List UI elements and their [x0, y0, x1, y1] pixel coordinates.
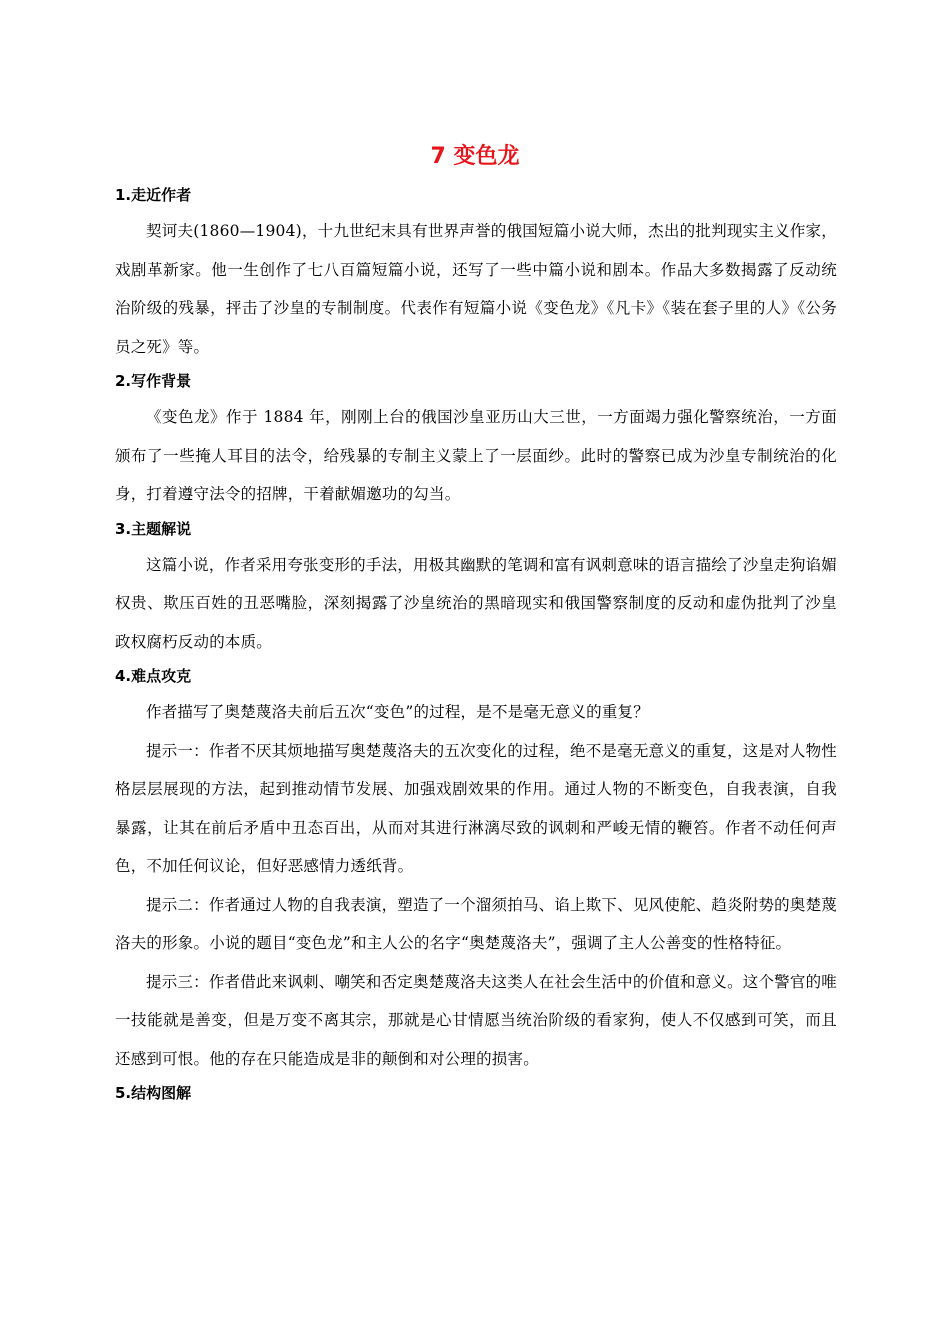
section-heading: 3.主题解说: [115, 519, 192, 538]
hint-two-paragraph: 提示二：作者通过人物的自我表演，塑造了一个溜须拍马、谄上欺下、见风使舵、趋炎附势的奥楚蔑洛夫的形象。小说的题目“变色龙”和主人公的名字“奥楚蔑洛夫”，强调了主人公善变的性格特征。: [115, 895, 837, 952]
section-structure: [115, 1082, 837, 1104]
page-title: 7 变色龙: [430, 144, 520, 169]
hint-three-paragraph: 提示三：作者借此来讽刺、嘲笑和否定奥楚蔑洛夫这类人在社会生活中的价值和意义。这个警官的唯一技能就是善变，但是万变不离其宗，那就是心甘情愿当统治阶级的看家狗，使人不仅感到可笑，而且还感到可恨。他的存在只能造成是非的颠倒和对公理的损害。: [115, 972, 837, 1068]
section-difficulty: [115, 665, 837, 1078]
section-heading: 1.走近作者: [115, 186, 192, 204]
question-paragraph: 作者描写了奥楚蔑洛夫前后五次“变色”的过程，是不是毫无意义的重复？: [146, 703, 649, 721]
paragraph: 《变色龙》作于 1884 年，刚刚上台的俄国沙皇亚历山大三世，一方面竭力强化警察统治，一方面颁布了一些掩人耳目的法令，给残暴的专制主义蒙上了一层面纱。此时的警察已成为沙皇专制统治的化身，打着遵守法令的招牌，干着献媚邀功的勾当。: [115, 408, 837, 503]
section-heading: 4.难点攻克: [115, 667, 192, 685]
section-heading: 5.结构图解: [115, 1084, 192, 1102]
document-body: [115, 180, 837, 1110]
section-background: [115, 370, 837, 514]
section-author: [115, 184, 837, 366]
paragraph: 这篇小说，作者采用夸张变形的手法，用极其幽默的笔调和富有讽刺意味的语言描绘了沙皇走狗谄媚权贵、欺压百姓的丑恶嘴脸，深刻揭露了沙皇统治的黑暗现实和俄国警察制度的反动和虚伪批判了沙皇政权腐朽反动的本质。: [115, 555, 837, 651]
section-theme: [115, 518, 837, 662]
section-heading: 2.写作背景: [115, 372, 192, 390]
hint-one-paragraph: 提示一：作者不厌其烦地描写奥楚蔑洛夫的五次变化的过程，绝不是毫无意义的重复，这是对人物性格层层展现的方法，起到推动情节发展、加强戏剧效果的作用。通过人物的不断变色，自我表演，自我暴露，让其在前后矛盾中丑态百出，从而对其进行淋漓尽致的讽刺和严峻无情的鞭笞。作者不动任何声色，不加任何议论，但好恶感情力透纸背。: [115, 741, 837, 875]
paragraph: 契诃夫(1860—1904)，十九世纪末具有世界声誉的俄国短篇小说大师，杰出的批判现实主义作家，戏剧革新家。他一生创作了七八百篇短篇小说，还写了一些中篇小说和剧本。作品大多数揭露了反动统治阶级的残暴，抨击了沙皇的专制制度。代表作有短篇小说《变色龙》《凡卡》《装在套子里的人》《公务员之死》等。: [115, 222, 837, 356]
